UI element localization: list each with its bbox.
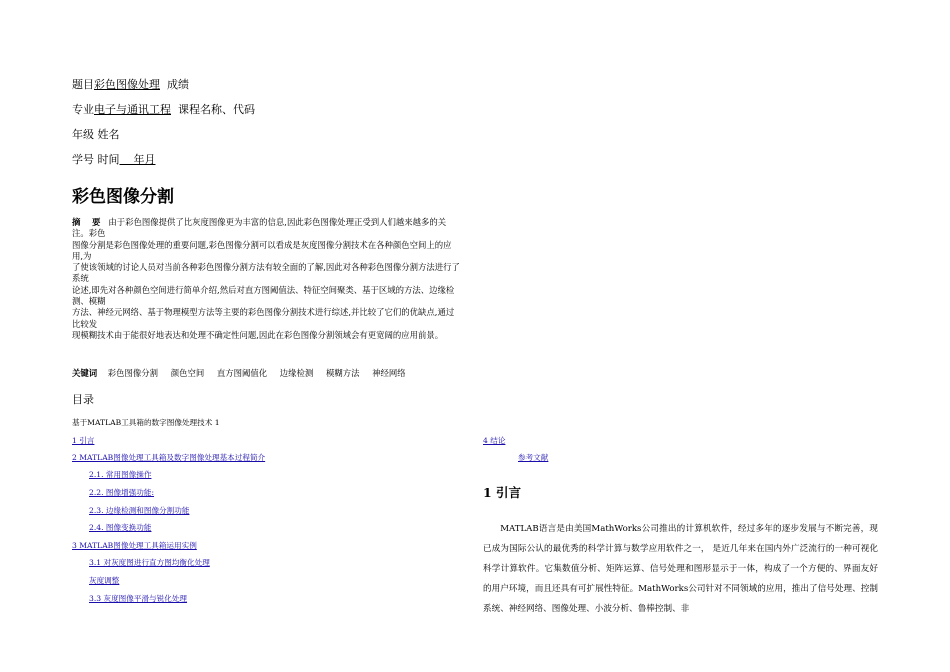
keyword: 直方图阈值化	[216, 368, 268, 378]
abstract-line: 摘 要 由于彩色图像提供了比灰度图像更为丰富的信息,因此彩色图像处理正受到人们越来越多的关注。彩色	[72, 217, 447, 239]
abstract-line: 现模糊技术由于能很好地表达和处理不确定性问题,因此在彩色图像分割领域会有更宽阔的应用前景。	[72, 329, 444, 340]
section-body	[483, 519, 878, 619]
header-year-line	[72, 128, 120, 142]
abstract	[72, 217, 460, 341]
toc-link-smooth[interactable]: 3.3 灰度图像平滑与锐化处理	[89, 594, 188, 603]
keyword: 神经网络	[372, 368, 406, 378]
section-heading: 1 引言	[483, 485, 522, 500]
toc-link-gray-adjust[interactable]: 灰度调整	[89, 576, 120, 585]
document-title: 彩色图像分割	[72, 187, 174, 207]
id-time-label: 学号 时间	[72, 153, 120, 166]
header-id-line	[72, 153, 156, 167]
toc-heading: 目录	[72, 393, 94, 406]
header-title-line	[72, 78, 189, 92]
toc-link-edge[interactable]: 2.3. 边缘检测和图像分割功能	[89, 506, 190, 515]
toc-link-histogram[interactable]: 3.1 对灰度图进行直方图均衡化处理	[89, 558, 210, 567]
toc-link-transform[interactable]: 2.4. 图像变换功能	[89, 523, 152, 532]
keyword: 边缘检测	[279, 368, 314, 378]
toc-link-examples[interactable]: 3 MATLAB图像处理工具箱运用实例	[72, 541, 197, 550]
course-label: 课程名称、代码	[178, 103, 255, 116]
abstract-line: 方法、神经元网络、基于物理模型方法等主要的彩色图像分割技术进行综述,并比较了它们的优缺点,通过比较发	[72, 307, 455, 329]
toc-link-conclusion[interactable]: 4 结论	[483, 436, 506, 445]
grade-label: 成绩	[167, 78, 189, 91]
abstract-label: 摘 要	[72, 217, 101, 227]
keyword: 颜色空间	[170, 368, 205, 378]
title-prefix: 题目	[72, 78, 94, 91]
date-value: 年月	[119, 153, 156, 166]
major-prefix: 专业	[72, 103, 94, 116]
toc-intro: 基于MATLAB工具箱的数字图像处理技术 1	[72, 418, 220, 427]
keyword: 模糊方法	[325, 368, 360, 378]
keywords-label: 关键词	[72, 368, 98, 378]
keywords	[72, 367, 416, 379]
major-value: 电子与通讯工程	[94, 103, 171, 116]
keyword: 彩色图像分割	[107, 368, 159, 378]
header-major-line	[72, 103, 255, 117]
year-name-label: 年级 姓名	[72, 128, 120, 141]
body-paragraph: MATLAB语言是由美国MathWorks公司推出的计算机软件，经过多年的逐步发展与不断完善，现已成为国际公认的最优秀的科学计算与数学应用软件之一， 是近几年来在国内外广泛流行的一种可视化科学计算软件。它集数值分析、矩阵运算、信号处理和图形显示于一体，构成了一个方便的、界面友好的用户环境，而且还具有可扩展性特征。MathWorks公司针对不同领域的应用，推出了信号处理、控制系统、神经网络、图像处理、小波分析、鲁棒控制、非	[483, 524, 878, 614]
abstract-line: 图像分割是彩色图像处理的重要问题,彩色图像分割可以看成是灰度图像分割技术在各种颜色空间上的应用,为	[72, 239, 452, 261]
toc-link-enhance[interactable]: 2.2. 图像增强功能:	[89, 488, 155, 497]
toc-link-references[interactable]: 参考文献	[518, 453, 549, 462]
abstract-line: 论述,即先对各种颜色空间进行简单介绍,然后对直方图阈值法、特征空间聚类、基于区域的方法、边缘检测、模糊	[72, 284, 455, 307]
toc-link-common-ops[interactable]: 2.1. 常用图像操作	[89, 470, 152, 479]
toc-link-intro[interactable]: 1 引言	[72, 436, 95, 445]
abstract-line: 了使该领域的讨论人员对当前各种彩色图像分割方法有较全面的了解,因此对各种彩色图像分割方法进行了系统	[72, 262, 460, 284]
topic-value: 彩色图像处理	[94, 78, 160, 91]
toc-link-toolbox[interactable]: 2 MATLAB图像处理工具箱及数字图像处理基本过程简介	[72, 453, 266, 462]
